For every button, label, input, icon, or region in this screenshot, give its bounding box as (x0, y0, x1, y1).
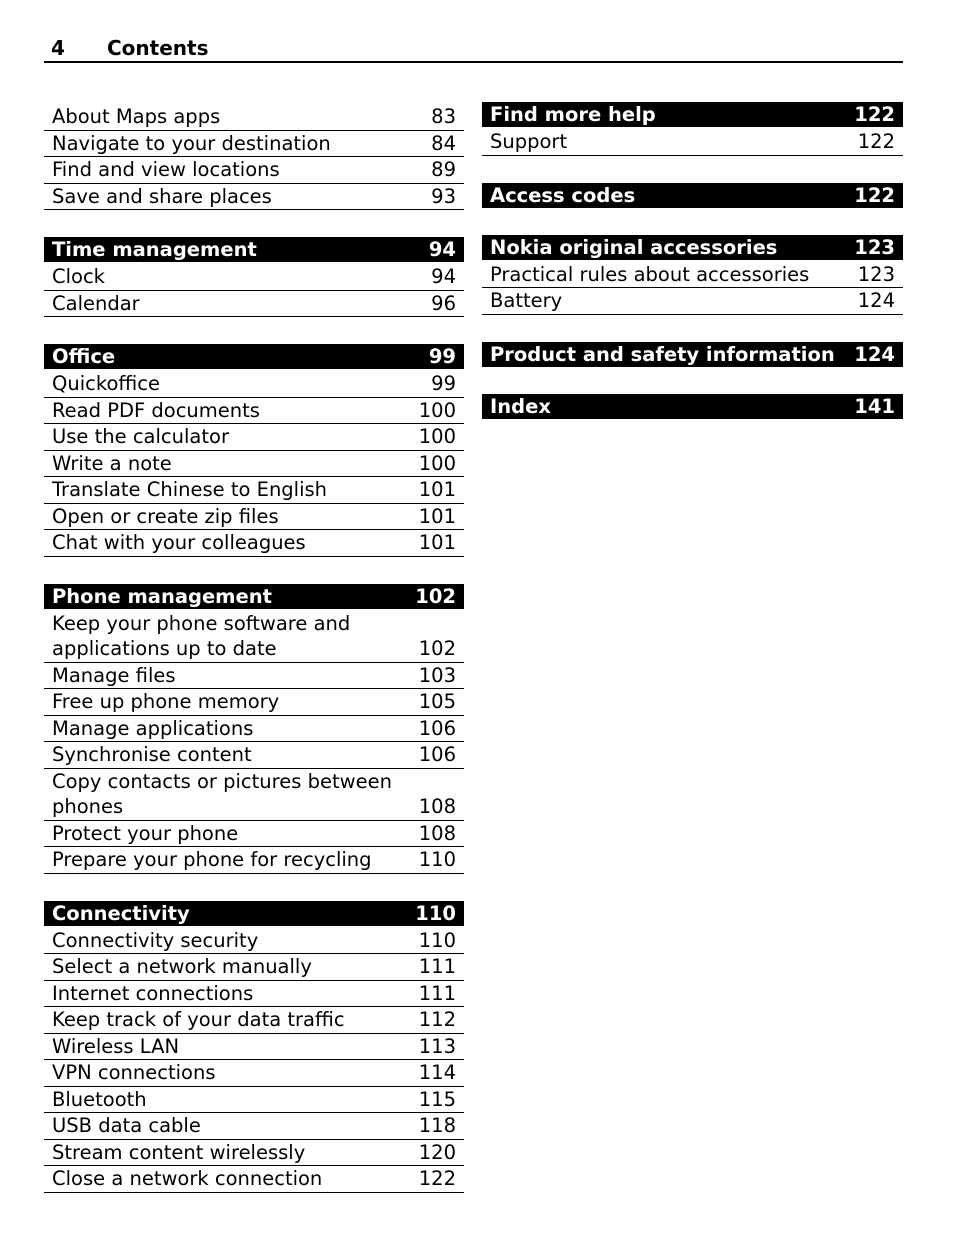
toc-entry-page: 122 (857, 130, 895, 153)
toc-entry[interactable] (44, 451, 464, 478)
toc-entry[interactable] (44, 1034, 464, 1061)
toc-entry-page: 93 (431, 184, 456, 208)
toc-entry-page: 99 (431, 372, 456, 395)
toc-entry-page: 84 (431, 131, 456, 155)
toc-heading-title: Product and safety information (490, 342, 835, 366)
toc-entry-title: Copy contacts or pictures between phones (52, 769, 392, 818)
toc-section-connectivity (44, 901, 464, 1193)
toc-entry-page: 108 (418, 795, 456, 818)
toc-heading-office[interactable] (44, 344, 464, 369)
toc-entry-title: Bluetooth (52, 1087, 147, 1111)
toc-entry-page: 101 (418, 478, 456, 501)
toc-entry-title: Quickoffice (52, 372, 160, 395)
toc-entry[interactable] (482, 129, 903, 156)
toc-entry[interactable] (482, 262, 903, 289)
toc-entry[interactable] (44, 1140, 464, 1167)
toc-heading-title: Find more help (490, 103, 656, 126)
toc-entry[interactable] (44, 742, 464, 769)
toc-entry[interactable] (44, 371, 464, 398)
toc-entry[interactable] (44, 954, 464, 981)
toc-heading-nokia-original-accessories[interactable] (482, 235, 903, 260)
toc-entry-page: 106 (418, 716, 456, 740)
toc-entry-title: Manage applications (52, 716, 254, 740)
toc-entry-title: Keep your phone software and applications up to date (52, 611, 351, 660)
toc-heading-page: 141 (854, 394, 895, 418)
toc-entry-page: 110 (418, 848, 456, 871)
toc-entry-page: 103 (418, 663, 456, 687)
toc-entry[interactable] (44, 928, 464, 955)
toc-entry-page: 114 (418, 1061, 456, 1084)
toc-heading-page: 110 (415, 901, 456, 925)
toc-entry-title: Synchronise content (52, 743, 252, 766)
toc-entry-title: Free up phone memory (52, 690, 280, 713)
toc-heading-page: 122 (854, 183, 895, 207)
toc-section-index (482, 394, 903, 419)
toc-entry-page: 100 (418, 398, 456, 422)
toc-heading-page: 124 (854, 342, 895, 366)
toc-entry-title: Prepare your phone for recycling (52, 848, 372, 871)
toc-section-find-more-help (482, 102, 903, 156)
toc-entry-title: Find and view locations (52, 158, 280, 181)
toc-entry-title: Clock (52, 265, 105, 288)
toc-entry-title: Read PDF documents (52, 398, 260, 422)
toc-entry[interactable] (44, 1060, 464, 1087)
toc-entry[interactable] (44, 716, 464, 743)
toc-section-time-management (44, 237, 464, 317)
toc-heading-title: Access codes (490, 183, 636, 207)
toc-entry[interactable] (44, 1087, 464, 1114)
toc-entry-title: Support (490, 130, 568, 153)
toc-entry-page: 123 (857, 262, 895, 286)
toc-entry[interactable] (44, 821, 464, 848)
toc-entry-page: 83 (431, 105, 456, 128)
toc-heading-page: 122 (854, 103, 895, 126)
toc-section-phone-management (44, 584, 464, 874)
toc-heading-title: Nokia original accessories (490, 235, 778, 259)
toc-entry-page: 96 (431, 291, 456, 315)
toc-entry-page: 100 (418, 451, 456, 475)
page-number: 4 (51, 36, 65, 60)
toc-heading-title: Time management (52, 238, 257, 261)
toc-entry-title: Save and share places (52, 184, 272, 208)
toc-heading-page: 94 (428, 238, 456, 261)
toc-entry[interactable] (44, 769, 464, 821)
toc-entry-title: USB data cable (52, 1114, 201, 1137)
toc-entry-page: 111 (418, 955, 456, 978)
page-header (44, 34, 903, 63)
toc-entry-page: 111 (418, 981, 456, 1005)
toc-entry[interactable] (44, 504, 464, 531)
toc-section (44, 104, 464, 210)
page-title: Contents (107, 36, 209, 60)
toc-entry-title: VPN connections (52, 1061, 216, 1084)
toc-entry-title: Connectivity security (52, 928, 259, 952)
toc-heading-phone-management[interactable] (44, 584, 464, 609)
toc-entry-page: 94 (431, 265, 456, 288)
toc-heading-title: Connectivity (52, 901, 190, 925)
toc-entry-page: 100 (418, 425, 456, 448)
toc-entry[interactable] (44, 981, 464, 1008)
toc-entry-page: 120 (418, 1140, 456, 1164)
toc-entry-title: Practical rules about accessories (490, 262, 810, 286)
toc-entry-title: Manage files (52, 663, 176, 687)
toc-heading-access-codes[interactable] (482, 183, 903, 208)
toc-entry[interactable] (44, 530, 464, 557)
toc-entry[interactable] (44, 689, 464, 716)
toc-entry[interactable] (44, 663, 464, 690)
toc-heading-page: 99 (428, 345, 456, 368)
toc-heading-title: Phone management (52, 584, 272, 608)
toc-entry-title: About Maps apps (52, 105, 221, 128)
toc-entry-title: Calendar (52, 291, 140, 315)
toc-entry-title: Navigate to your destination (52, 131, 331, 155)
toc-entry-page: 122 (418, 1167, 456, 1190)
toc-entry[interactable] (44, 847, 464, 874)
toc-entry-page: 110 (418, 928, 456, 952)
toc-section-product-and-safety-information (482, 342, 903, 367)
toc-entry-page: 108 (418, 821, 456, 845)
toc-entry[interactable] (44, 398, 464, 425)
toc-entry-page: 118 (418, 1114, 456, 1137)
toc-entry-page: 124 (857, 289, 895, 312)
toc-entry-title: Stream content wirelessly (52, 1140, 306, 1164)
toc-entry-title: Keep track of your data traffic (52, 1008, 345, 1031)
toc-heading-page: 123 (854, 235, 895, 259)
toc-heading-connectivity[interactable] (44, 901, 464, 926)
toc-entry-title: Wireless LAN (52, 1034, 180, 1058)
toc-entry[interactable] (44, 424, 464, 451)
toc-entry-page: 102 (418, 637, 456, 660)
toc-entry-page: 113 (418, 1034, 456, 1058)
toc-entry[interactable] (44, 264, 464, 291)
toc-entry-title: Write a note (52, 451, 172, 475)
toc-entry[interactable] (44, 477, 464, 504)
toc-entry-title: Use the calculator (52, 425, 229, 448)
toc-entry-title: Chat with your colleagues (52, 531, 306, 554)
toc-entry-title: Battery (490, 289, 563, 312)
toc-section-access-codes (482, 183, 903, 208)
toc-entry-title: Translate Chinese to English (52, 478, 328, 501)
toc-entry-page: 101 (418, 531, 456, 554)
toc-section-office (44, 344, 464, 557)
toc-heading-title: Office (52, 345, 116, 368)
toc-entry[interactable] (44, 184, 464, 211)
toc-right-column (482, 102, 903, 446)
toc-entry-page: 105 (418, 690, 456, 713)
toc-entry[interactable] (482, 288, 903, 315)
toc-heading-product-and-safety-information[interactable] (482, 342, 903, 367)
toc-entry[interactable] (44, 131, 464, 158)
toc-entry[interactable] (44, 1113, 464, 1140)
toc-entry-page: 112 (418, 1008, 456, 1031)
toc-entry-title: Internet connections (52, 981, 254, 1005)
toc-heading-time-management[interactable] (44, 237, 464, 262)
toc-section-nokia-original-accessories (482, 235, 903, 315)
toc-entry[interactable] (44, 157, 464, 184)
toc-entry[interactable] (44, 104, 464, 131)
toc-heading-find-more-help[interactable] (482, 102, 903, 127)
toc-heading-index[interactable] (482, 394, 903, 419)
toc-entry-title: Protect your phone (52, 821, 239, 845)
toc-heading-page: 102 (415, 584, 456, 608)
toc-entry[interactable] (44, 291, 464, 318)
toc-entry-page: 101 (418, 504, 456, 528)
toc-left-column (44, 104, 464, 1220)
toc-entry[interactable] (44, 611, 464, 663)
toc-entry-title: Select a network manually (52, 955, 312, 978)
toc-entry-page: 115 (418, 1087, 456, 1111)
toc-entry-page: 89 (431, 158, 456, 181)
toc-entry[interactable] (44, 1007, 464, 1034)
toc-heading-title: Index (490, 394, 551, 418)
toc-entry-title: Open or create zip files (52, 504, 279, 528)
toc-entry-page: 106 (418, 743, 456, 766)
toc-entry[interactable] (44, 1166, 464, 1193)
toc-entry-title: Close a network connection (52, 1167, 323, 1190)
